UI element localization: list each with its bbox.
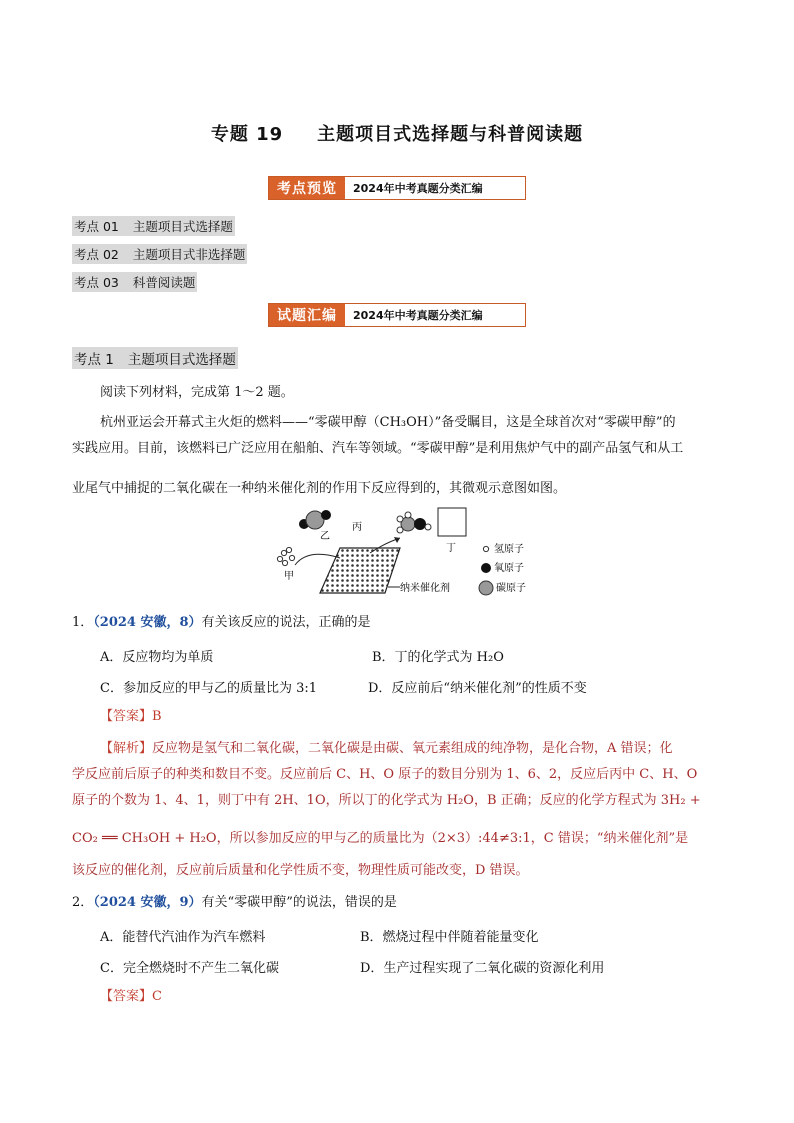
label-bing: 丙 <box>352 522 362 533</box>
q1-analysis-line-5: 该反应的催化剂，反应前后质量和化学性质不变，物理性质可能改变，D 错误。 <box>72 863 529 878</box>
q1-option-b: B．丁的化学式为 H₂O <box>372 650 504 665</box>
label-catalyst: 纳米催化剂 <box>400 583 450 594</box>
legend-carbon: 碳原子 <box>496 583 526 594</box>
yi-molecule <box>299 510 331 529</box>
legend-hydrogen-swatch <box>483 546 488 551</box>
banner-collection-sub: 2024年中考真题分类汇编 <box>353 309 483 322</box>
banner-collection <box>268 303 526 327</box>
q2-source: （2024 安徽，9） <box>93 895 202 910</box>
q1-option-d: D．反应前后“纳米催化剂”的性质不变 <box>368 681 587 696</box>
q2-option-d: D．生产过程实现了二氧化碳的资源化利用 <box>360 961 605 976</box>
intro-text: 阅读下列材料，完成第 1～2 题。 <box>100 385 294 400</box>
legend-carbon-swatch <box>479 581 493 595</box>
material-line-1: 杭州亚运会开幕式主火炬的燃料——“零碳甲醇（CH₃OH）”备受瞩目，这是全球首次对“零碳甲醇”的 <box>100 415 676 430</box>
point-item-1: 考点 01 主题项目式选择题 <box>72 216 235 236</box>
page-title <box>0 120 794 146</box>
material-line-2: 实践应用。目前，该燃料已广泛应用在船舶、汽车等领域。“零碳甲醇”是利用焦炉气中的副产品氢气和从工 <box>72 441 684 456</box>
reaction-diagram <box>260 503 560 603</box>
q1-analysis-line-3: 原子的个数为 1、4、1，则丁中有 2H、1O，所以丁的化学式为 H₂O，B 正确；反应的化学方程式为 3H₂ + <box>72 793 701 808</box>
q1-analysis-line-2: 学反应前后原子的种类和数目不变。反应前后 C、H、O 原子的数目分别为 1、6、2，反应后丙中 C、H、O <box>72 767 698 782</box>
title-part2: 主题项目式选择题与科普阅读题 <box>317 124 584 145</box>
q1-answer: 【答案】B <box>100 709 162 724</box>
title-part1: 专题 19 <box>210 124 284 145</box>
q2-option-c: C．完全燃烧时不产生二氧化碳 <box>100 961 279 976</box>
label-yi: 乙 <box>320 531 330 542</box>
point-item-3: 考点 03 科普阅读题 <box>72 272 197 292</box>
q2-answer: 【答案】C <box>100 989 162 1004</box>
legend <box>479 542 526 595</box>
q1-option-a: A．反应物均为单质 <box>100 650 214 665</box>
q2-stem: 2．（2024 安徽，9）有关“零碳甲醇”的说法，错误的是 <box>72 895 397 910</box>
q1-stem: 1．（2024 安徽，8）有关该反应的说法，正确的是 <box>72 615 371 630</box>
banner-preview-sub: 2024年中考真题分类汇编 <box>353 182 483 195</box>
q1-source: （2024 安徽，8） <box>93 615 202 630</box>
bing-molecule <box>397 512 431 533</box>
q2-option-a: A．能替代汽油作为汽车燃料 <box>100 930 266 945</box>
banner-preview <box>268 176 526 200</box>
catalyst-plate <box>320 548 400 593</box>
point-item-2: 考点 02 主题项目式非选择题 <box>72 244 247 264</box>
legend-oxygen: 氧原子 <box>494 563 524 574</box>
legend-hydrogen: 氢原子 <box>494 544 524 555</box>
section-heading: 考点 1 主题项目式选择题 <box>72 347 238 369</box>
legend-oxygen-swatch <box>481 563 491 573</box>
q1-analysis-line-1: 【解析】反应物是氢气和二氧化碳，二氧化碳是由碳、氧元素组成的纯净物，是化合物，A 错误；化 <box>100 741 673 756</box>
banner-preview-tag: 考点预览 <box>269 177 345 199</box>
q1-option-c: C．参加反应的甲与乙的质量比为 3:1 <box>100 681 318 696</box>
q1-analysis-line-4: CO₂ ══ CH₃OH + H₂O，所以参加反应的甲与乙的质量比为（2×3）:44≠3:1，C 错误；“纳米催化剂”是 <box>72 831 689 846</box>
banner-collection-tag: 试题汇编 <box>269 304 345 326</box>
material-line-3: 业尾气中捕捉的二氧化碳在一种纳米催化剂的作用下反应得到的，其微观示意图如图。 <box>72 481 567 496</box>
ding-box <box>438 508 466 536</box>
label-jia: 甲 <box>284 571 294 582</box>
label-ding: 丁 <box>446 543 456 554</box>
jia-molecules <box>277 547 294 565</box>
q2-option-b: B．燃烧过程中伴随着能量变化 <box>360 930 539 945</box>
